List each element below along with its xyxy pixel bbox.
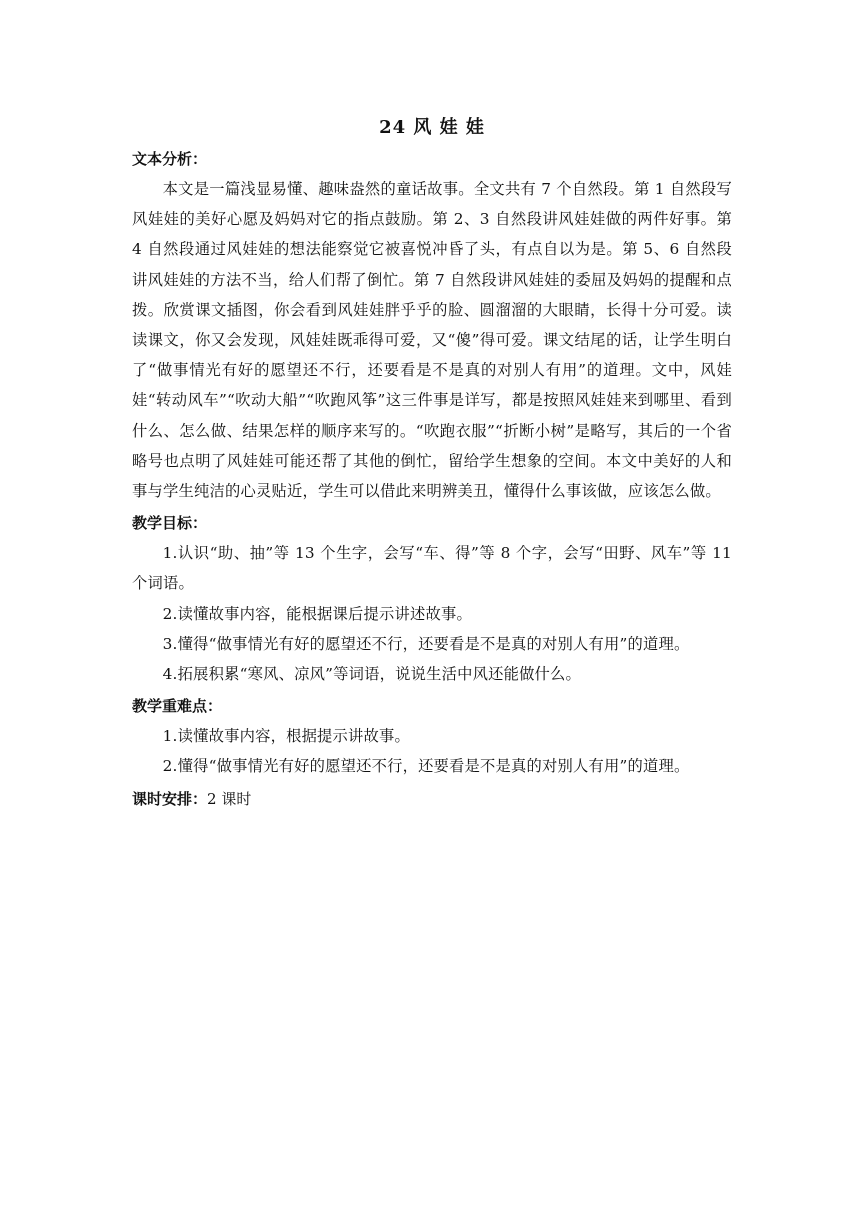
analysis-paragraph: 本文是一篇浅显易懂、趣味盎然的童话故事。全文共有 7 个自然段。第 1 自然段写风娃娃的美好心愿及妈妈对它的指点鼓励。第 2、3 自然段讲风娃娃做的两件好事。第 4 自然段通过风娃娃的想法能察觉它被喜悦冲昏了头，有点自以为是。第 5、6 自然段讲风娃娃的方法不当，给人们帮了倒忙。第 7 自然段讲风娃娃的委屈及妈妈的提醒和点拨。欣赏课文插图，你会看到风娃娃胖乎乎的脸、圆溜溜的大眼睛，长得十分可爱。读读课文，你又会发现，风娃娃既乖得可爱，又“傻”得可爱。课文结尾的话，让学生明白了“做事情光有好的愿望还不行，还要看是不是真的对别人有用”的道理。文中，风娃娃“转动风车”“吹动大船”“吹跑风筝”这三件事是详写，都是按照风娃娃来到哪里、看到什么、怎么做、结果怎样的顺序来写的。“吹跑衣服”“折断小树”是略写，其后的一个省略号也点明了风娃娃可能还帮了其他的倒忙，留给学生想象的空间。本文中美好的人和事与学生纯洁的心灵贴近，学生可以借此来明辨美丑，懂得什么事该做，应该怎么做。 bbox=[132, 180, 732, 501]
schedule-line bbox=[132, 784, 732, 814]
goal-item-2: 2.读懂故事内容，能根据课后提示讲述故事。 bbox=[162, 604, 473, 623]
schedule-label: 课时安排： bbox=[132, 789, 208, 808]
analysis-heading: 文本分析： bbox=[132, 150, 208, 168]
document-content bbox=[132, 112, 732, 814]
key-point-item-2: 2.懂得“做事情光有好的愿望还不行，还要看是不是真的对别人有用”的道理。 bbox=[162, 757, 690, 776]
key-point-item-1: 1.读懂故事内容，根据提示讲故事。 bbox=[162, 727, 411, 746]
page-title: 24 风 娃 娃 bbox=[379, 117, 485, 138]
goal-item-1: 1.认识“助、抽”等 13 个生字，会写“车、得”等 8 个字，会写“田野、风车”等 11 个词语。 bbox=[132, 544, 732, 593]
goal-item-4: 4.拓展积累“寒风、凉风”等词语，说说生活中风还能做什么。 bbox=[162, 665, 582, 684]
schedule-value: 2 课时 bbox=[207, 789, 252, 808]
key-points-heading: 教学重难点： bbox=[132, 697, 223, 716]
goals-heading: 教学目标： bbox=[132, 514, 208, 533]
goal-item-3: 3.懂得“做事情光有好的愿望还不行，还要看是不是真的对别人有用”的道理。 bbox=[162, 634, 690, 653]
